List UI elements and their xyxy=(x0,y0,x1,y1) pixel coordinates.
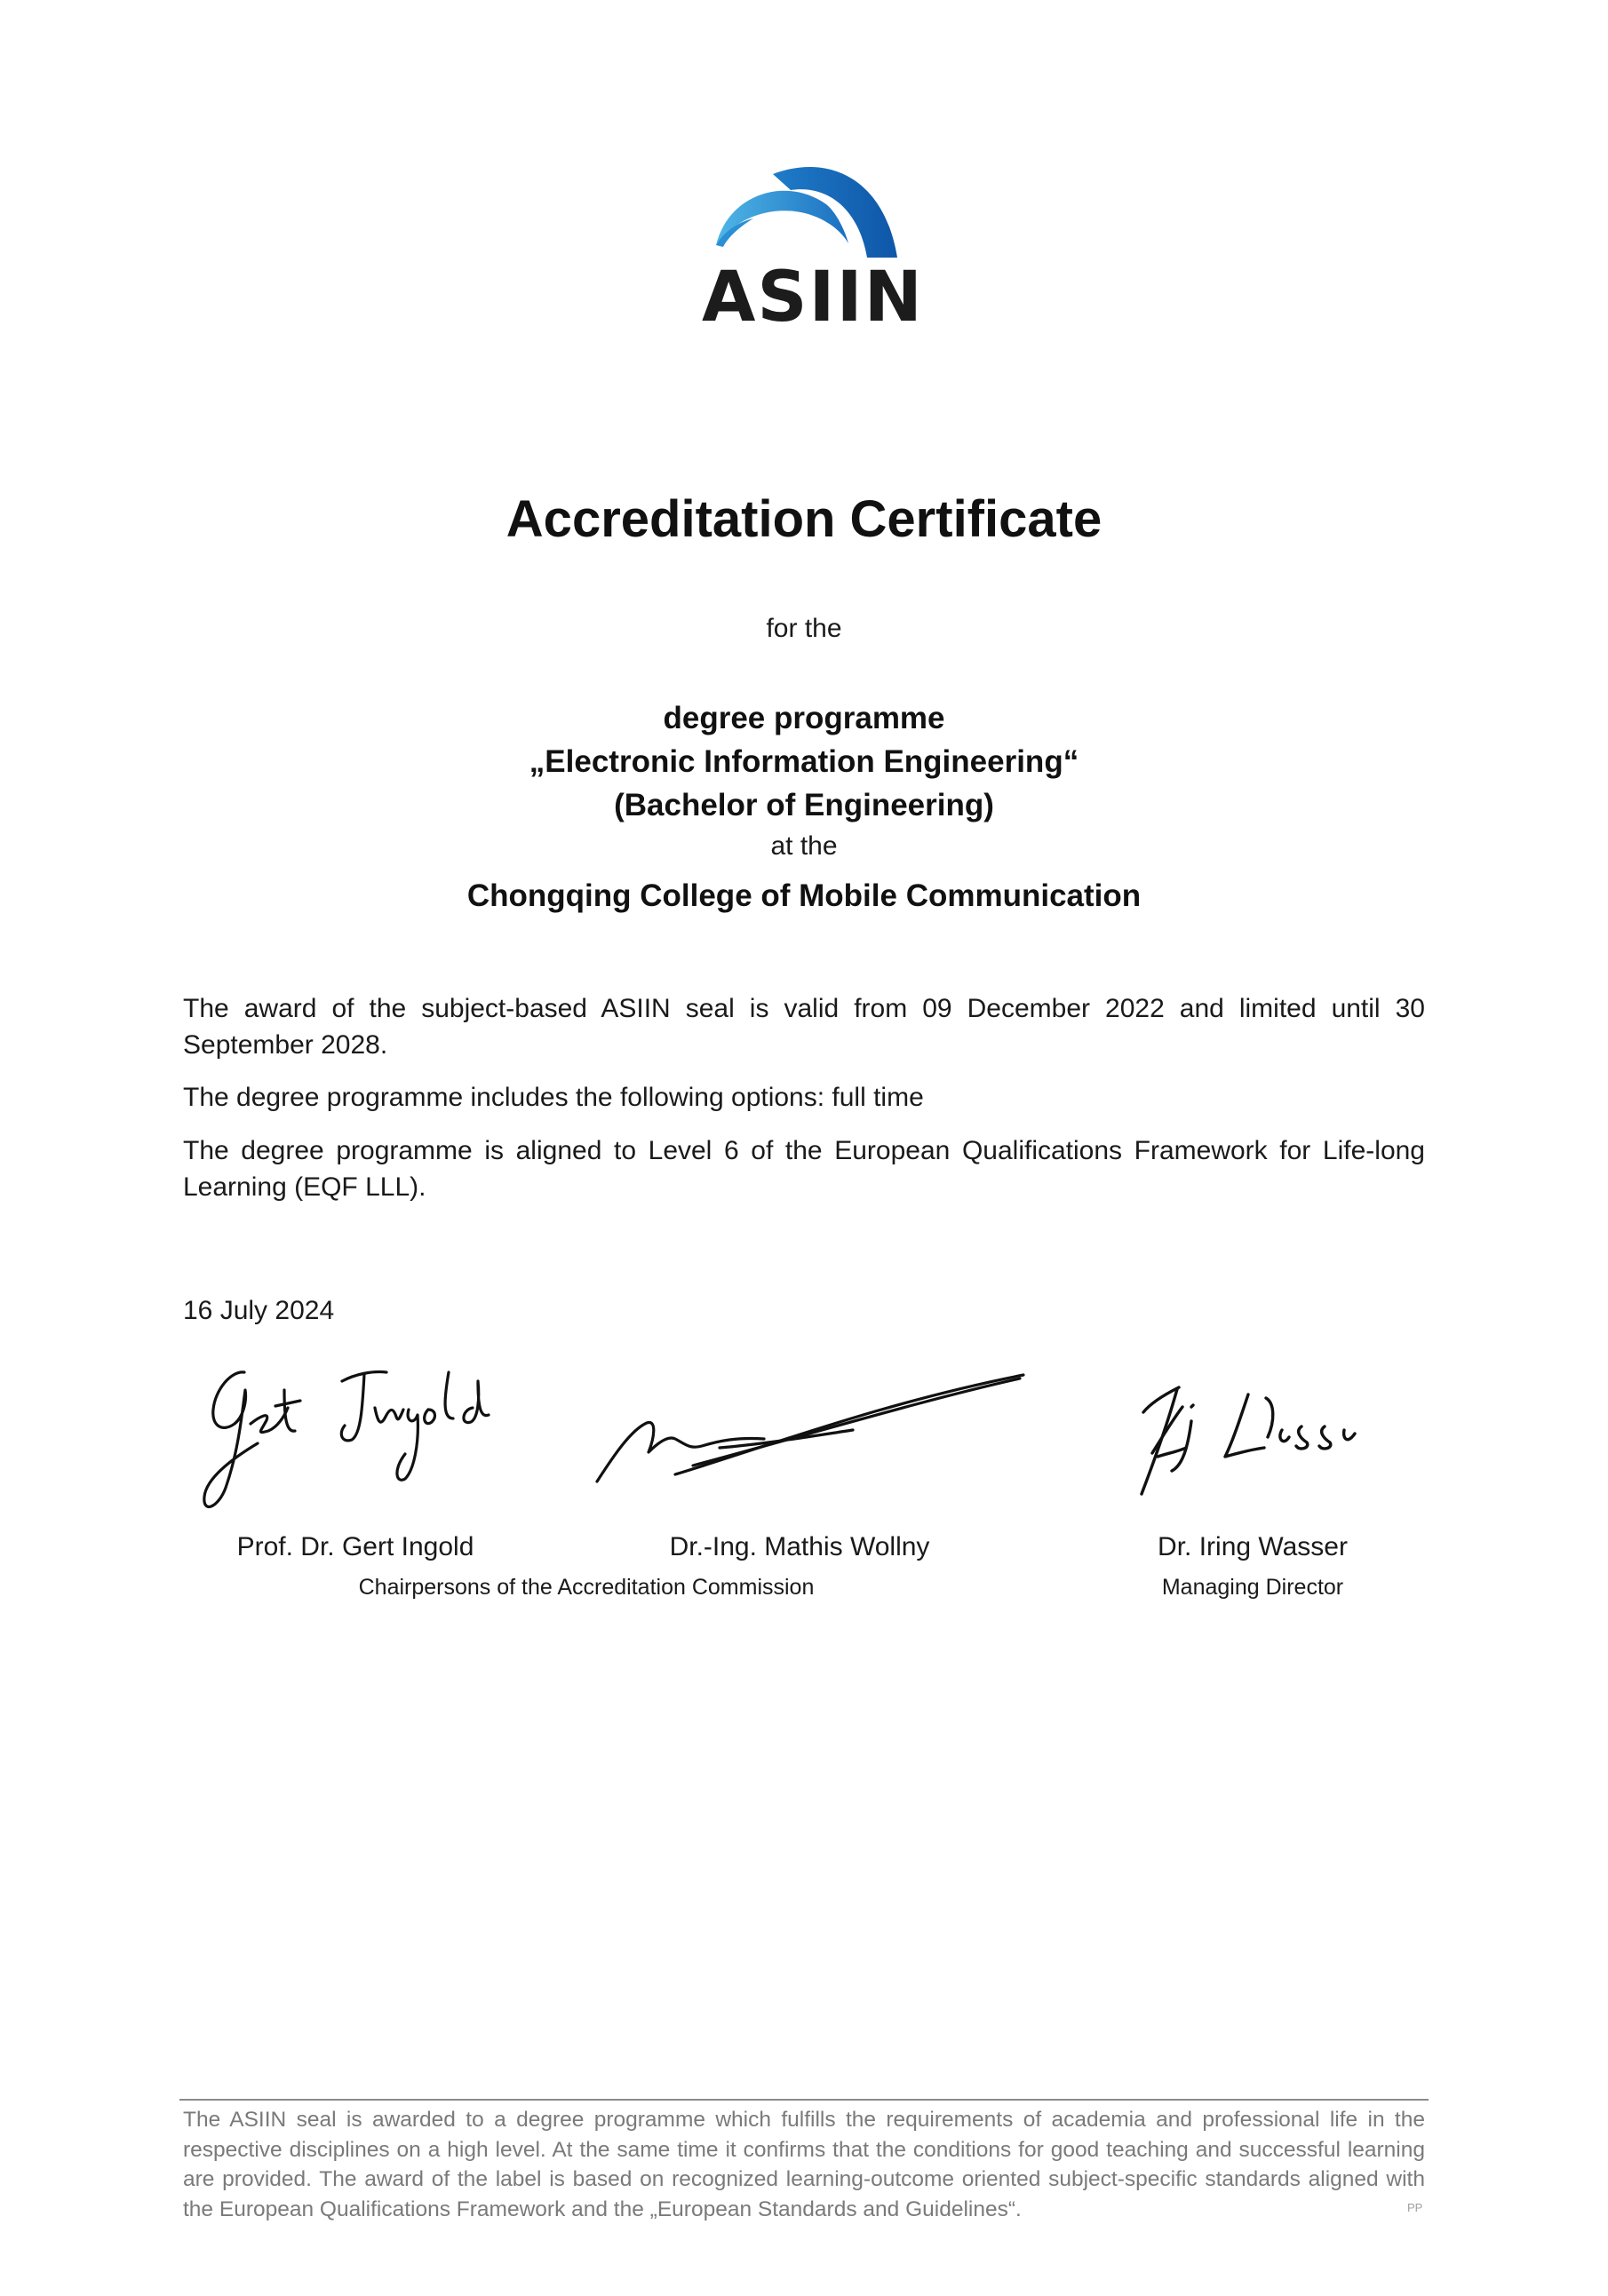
role-managing-director: Managing Director xyxy=(1161,1575,1344,1600)
asiin-wordmark: ASIIN xyxy=(702,258,924,338)
degree-title: (Bachelor of Engineering) xyxy=(614,788,994,822)
asiin-logo xyxy=(702,158,924,338)
footer-initials: PP xyxy=(1407,2201,1423,2214)
institution-name: Chongqing College of Mobile Communication xyxy=(466,878,1142,913)
eqf-paragraph: The degree programme is aligned to Level 6 of the European Qualifications Framework for Life-long Learning (EQF LLL). xyxy=(183,1136,1425,1202)
signature-wasser xyxy=(1133,1368,1390,1510)
signature-wollny xyxy=(586,1368,1048,1510)
for-the-text: for the xyxy=(766,614,842,643)
validity-paragraph: The award of the subject-based ASIIN seal is valid from 09 December 2022 and limited until 30 September 2028. xyxy=(183,994,1425,1060)
options-paragraph: The degree programme includes the following options: full time xyxy=(183,1083,924,1112)
certificate-title: Accreditation Certificate xyxy=(505,490,1103,548)
signatory-name-ingold: Prof. Dr. Gert Ingold xyxy=(236,1532,474,1561)
programme-name: „Electronic Information Engineering“ xyxy=(529,744,1079,779)
signatory-name-wollny: Dr.-Ing. Mathis Wollny xyxy=(669,1532,930,1561)
signature-ingold xyxy=(195,1355,515,1532)
role-chairpersons: Chairpersons of the Accreditation Commission xyxy=(358,1575,815,1600)
asiin-arc-icon xyxy=(702,158,906,274)
at-the-text: at the xyxy=(770,831,838,861)
footer-note: The ASIIN seal is awarded to a degree programme which fulfills the requirements of academia and professional life in the respective disciplines on a high level. At the same time it confirms that the conditions for good teaching and successful learning are provided. The award of the label is based on recognized learning-outcome oriented subject-specific standards aligned with the European Qualifications Framework and the „European Standards and Guidelines“. xyxy=(183,2108,1425,2221)
issue-date: 16 July 2024 xyxy=(183,1296,335,1325)
programme-label: degree programme xyxy=(663,701,945,735)
signatory-name-wasser: Dr. Iring Wasser xyxy=(1158,1532,1348,1561)
footer-divider xyxy=(179,2099,1429,2101)
